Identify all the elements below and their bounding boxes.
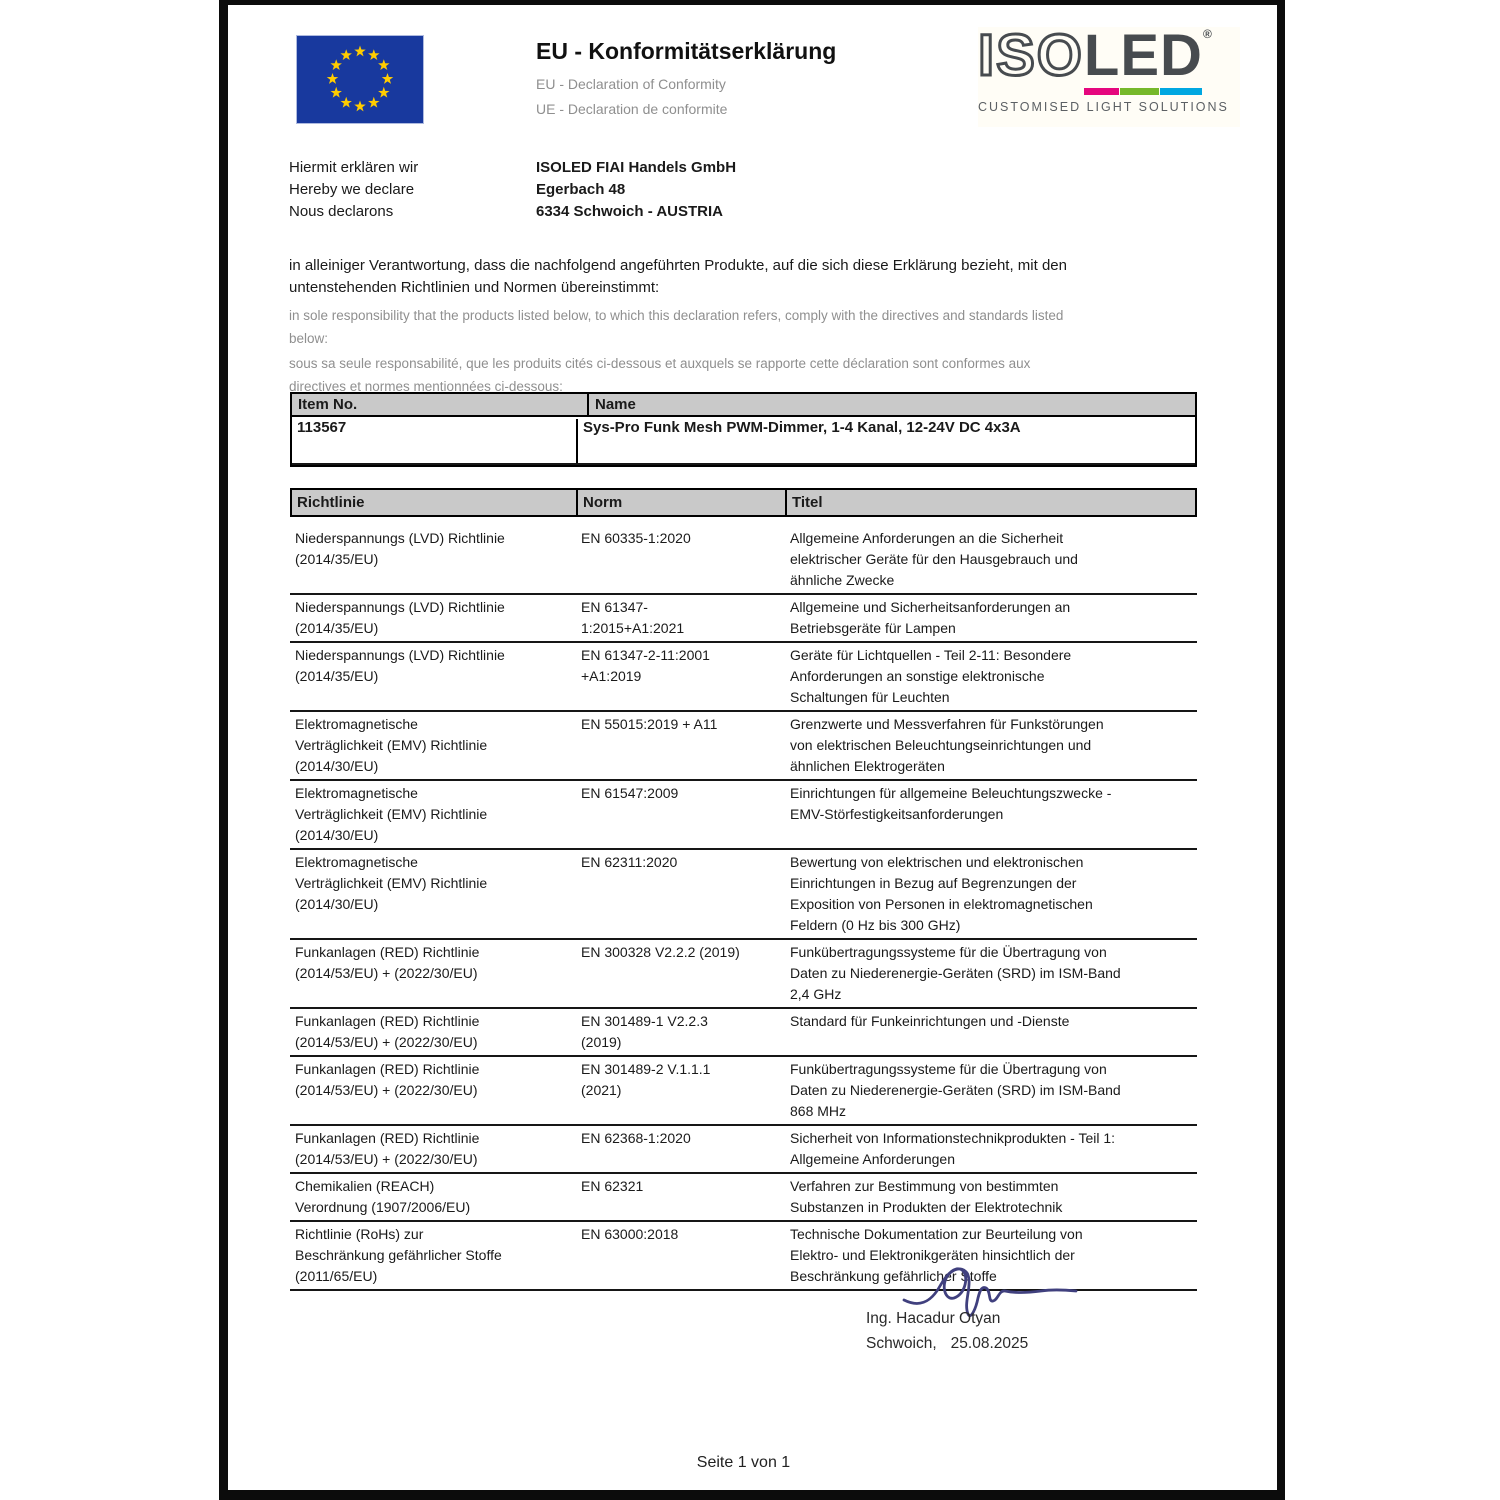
item-table-header: [292, 394, 1195, 417]
signature-place-date: [866, 1335, 1028, 1353]
norm-cell: EN 61347-2-11:2001 +A1:2019: [581, 647, 710, 684]
statement-de: in alleiniger Verantwortung, dass die nachfolgend angeführten Produkte, auf die sich diese Erklärung bezieht, mit den untenstehenden Richtlinien und Normen übereinstimmt:: [289, 257, 1067, 296]
directives-table-header: [290, 488, 1197, 517]
directive-cell: Chemikalien (REACH) Verordnung (1907/2006/EU): [295, 1178, 471, 1215]
titel-cell: Technische Dokumentation zur Beurteilung von Elektro- und Elektronikgeräten hinsichtlich der Beschränkung gefährlicher Stoffe: [790, 1226, 1083, 1284]
titel-cell: Sicherheit von Informationstechnikprodukten - Teil 1: Allgemeine Anforderungen: [790, 1130, 1116, 1167]
statement-block: [289, 255, 1084, 400]
norm-cell: EN 301489-2 V.1.1.1 (2021): [581, 1061, 711, 1098]
signature-place: Schwoich,: [866, 1335, 937, 1352]
norm-header: Norm: [578, 490, 787, 515]
directives-table: [290, 488, 1197, 1291]
titel-cell: Funkübertragungssysteme für die Übertragung von Daten zu Niederenergie-Geräten (SRD) im ISM-Band 868 MHz: [790, 1061, 1121, 1119]
company-city: 6334 Schwoich - AUSTRIA: [536, 203, 723, 220]
norm-cell: EN 63000:2018: [581, 1226, 679, 1242]
directive-row: [290, 1057, 1197, 1126]
signatory-name: Ing. Hacadur Otyan: [866, 1310, 1001, 1327]
directive-cell: Elektromagnetische Verträglichkeit (EMV) Richtlinie (2014/30/EU): [295, 854, 488, 912]
registered-mark: ®: [1202, 27, 1212, 41]
richtlinie-header: Richtlinie: [292, 490, 578, 515]
declarant-labels: [289, 157, 529, 223]
norm-cell: EN 61547:2009: [581, 785, 679, 801]
page-title: EU - Konformitätserklärung: [536, 38, 837, 64]
logo-tagline: CUSTOMISED LIGHT SOLUTIONS: [978, 100, 1229, 114]
norm-cell: EN 61347-1:2015+A1:2021: [581, 599, 685, 636]
declarant-label-de: Hiermit erklären wir: [289, 159, 419, 176]
item-name-cell: Sys-Pro Funk Mesh PWM-Dimmer, 1-4 Kanal, 12-24V DC 4x3A: [583, 419, 1021, 436]
directive-cell: Elektromagnetische Verträglichkeit (EMV) Richtlinie (2014/30/EU): [295, 785, 488, 843]
titel-cell: Bewertung von elektrischen und elektronischen Einrichtungen in Bezug auf Begrenzungen der Exposition von Personen in elektromagnetischen Feldern (0 Hz bis 300 GHz): [790, 854, 1093, 933]
logo-iso-text: ISO: [978, 23, 1084, 88]
item-table-row: [292, 417, 1195, 465]
titel-cell: Allgemeine und Sicherheitsanforderungen an Betriebsgeräte für Lampen: [790, 599, 1071, 636]
item-table: [290, 392, 1197, 467]
directive-cell: Niederspannungs (LVD) Richtlinie (2014/35/EU): [295, 599, 505, 636]
document-page: [219, 0, 1285, 1500]
isoled-logo: [978, 23, 1240, 127]
company-address: [536, 157, 986, 223]
directive-row: [290, 850, 1197, 940]
page-subtitle-fr: UE - Declaration de conformite: [536, 101, 728, 117]
logo-led-text: [1084, 23, 1203, 88]
titel-cell: Einrichtungen für allgemeine Beleuchtungszwecke - EMV-Störfestigkeitsanforderungen: [790, 785, 1112, 822]
norm-cell: EN 301489-1 V2.2.3 (2019): [581, 1013, 708, 1050]
directives-table-body: [290, 526, 1197, 1291]
directive-cell: Richtlinie (RoHs) zur Beschränkung gefährlicher Stoffe (2011/65/EU): [295, 1226, 502, 1284]
titel-cell: Standard für Funkeinrichtungen und -Dienste: [790, 1013, 1070, 1029]
directive-row: [290, 1126, 1197, 1174]
isoled-wordmark: [978, 23, 1240, 95]
titel-cell: Allgemeine Anforderungen an die Sicherheit elektrischer Geräte für den Hausgebrauch und ähnliche Zwecke: [790, 530, 1078, 588]
titel-cell: Funkübertragungssysteme für die Übertragung von Daten zu Niederenergie-Geräten (SRD) im ISM-Band 2,4 GHz: [790, 944, 1121, 1002]
directive-row: [290, 643, 1197, 712]
directive-row: [290, 940, 1197, 1009]
titel-cell: Grenzwerte und Messverfahren für Funkstörungen von elektrischen Beleuchtungseinrichtungen und ähnlichen Elektrogeräten: [790, 716, 1104, 774]
directive-cell: Niederspannungs (LVD) Richtlinie (2014/35/EU): [295, 530, 505, 567]
statement-fr: sous sa seule responsabilité, que les produits cités ci-dessous et auxquels se rapporte cette déclaration sont conformes aux directives et normes mentionnées ci-dessous:: [289, 356, 1031, 394]
directive-row: [290, 595, 1197, 643]
directive-cell: Funkanlagen (RED) Richtlinie (2014/53/EU) + (2022/30/EU): [295, 1061, 480, 1098]
page-number: Seite 1 von 1: [696, 1454, 791, 1471]
directive-row: [290, 526, 1197, 595]
directive-row: [290, 712, 1197, 781]
titel-cell: Geräte für Lichtquellen - Teil 2-11: Besondere Anforderungen an sonstige elektronische Schaltungen für Leuchten: [790, 647, 1072, 705]
declarant-label-en: Hereby we declare: [289, 181, 415, 198]
signature-date: 25.08.2025: [950, 1335, 1029, 1352]
eu-flag: [296, 35, 424, 124]
norm-cell: EN 62321: [581, 1178, 644, 1194]
titel-header: Titel: [792, 494, 823, 511]
norm-cell: EN 62311:2020: [581, 854, 678, 870]
directive-cell: Elektromagnetische Verträglichkeit (EMV) Richtlinie (2014/30/EU): [295, 716, 488, 774]
company-street: Egerbach 48: [536, 181, 626, 198]
declarant-label-fr: Nous declarons: [289, 203, 394, 220]
norm-cell: EN 300328 V2.2.2 (2019): [581, 944, 740, 960]
directive-cell: Funkanlagen (RED) Richtlinie (2014/53/EU) + (2022/30/EU): [295, 1130, 480, 1167]
logo-led-letter: D: [1160, 27, 1202, 95]
norm-cell: EN 62368-1:2020: [581, 1130, 691, 1146]
logo-led-letter: L: [1084, 27, 1119, 95]
directive-cell: Funkanlagen (RED) Richtlinie (2014/53/EU) + (2022/30/EU): [295, 944, 480, 981]
page-subtitle-en: EU - Declaration of Conformity: [536, 76, 726, 92]
directive-row: [290, 1174, 1197, 1222]
item-no-cell: 113567: [292, 419, 578, 463]
directive-row: [290, 781, 1197, 850]
name-header: Name: [595, 396, 636, 413]
company-name: ISOLED FIAI Handels GmbH: [536, 159, 737, 176]
item-no-header: Item No.: [292, 394, 589, 415]
logo-led-letter: E: [1120, 27, 1159, 95]
titel-cell: Verfahren zur Bestimmung von bestimmten Substanzen in Produkten der Elektrotechnik: [790, 1178, 1063, 1215]
norm-cell: EN 60335-1:2020: [581, 530, 691, 546]
directive-cell: Funkanlagen (RED) Richtlinie (2014/53/EU) + (2022/30/EU): [295, 1013, 480, 1050]
directive-row: [290, 1009, 1197, 1057]
directive-cell: Niederspannungs (LVD) Richtlinie (2014/35/EU): [295, 647, 505, 684]
norm-cell: EN 55015:2019 + A11: [581, 716, 718, 732]
statement-en: in sole responsibility that the products listed below, to which this declaration refers, comply with the directives and standards listed below:: [289, 308, 1064, 346]
